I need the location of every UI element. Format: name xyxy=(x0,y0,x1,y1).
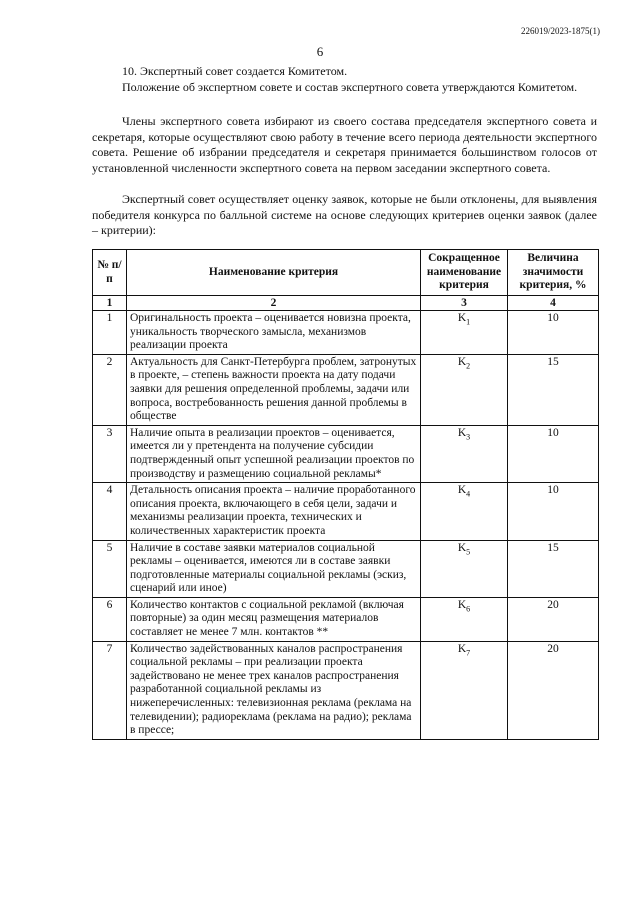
row-num: 6 xyxy=(93,597,127,641)
document-number: 226019/2023-1875(1) xyxy=(521,26,600,36)
row-abbr: $K_4$ xyxy=(421,483,508,540)
row-name: Наличие в составе заявки материалов социальной рекламы – оценивается, имеются ли в составе заявки подготовленные материалы социальной рекламы (эскиз, сценарий или иное) xyxy=(127,540,421,597)
table-header-row xyxy=(93,250,599,296)
row-abbr: $K_5$ xyxy=(421,540,508,597)
row-name: Актуальность для Санкт-Петербурга проблем, затронутых в проекте, – степень важности проекта на дату подачи заявки для решения определенной проблемы, задачи или вопроса, востребованность решения данной проблемы в обществе xyxy=(127,354,421,425)
table-row xyxy=(93,311,599,355)
paragraph-1: 10. Экспертный совет создается Комитетом. xyxy=(122,64,348,78)
row-abbr: $K_1$ xyxy=(421,311,508,355)
row-value: 10 xyxy=(508,483,599,540)
index-cell: 3 xyxy=(421,296,508,311)
row-name: Количество задействованных каналов распространения социальной рекламы – при реализации проекта задействовано не менее трех каналов распространения разработанной социальной рекламы из нижеперечисленных: телевизионная реклама (реклама на телевидении); радиореклама (реклама на радио); реклама в прессе; xyxy=(127,641,421,739)
table-row xyxy=(93,597,599,641)
row-num: 3 xyxy=(93,425,127,482)
row-abbr: $K_7$ xyxy=(421,641,508,739)
row-abbr: $K_6$ xyxy=(421,597,508,641)
row-num: 1 xyxy=(93,311,127,355)
row-name: Оригинальность проекта – оценивается новизна проекта, уникальность творческого замысла, механизмов реализации проекта xyxy=(127,311,421,355)
criteria-table xyxy=(92,249,599,740)
index-cell: 2 xyxy=(127,296,421,311)
table-row xyxy=(93,483,599,540)
row-value: 15 xyxy=(508,354,599,425)
index-cell: 1 xyxy=(93,296,127,311)
page-number: 6 xyxy=(316,44,324,59)
row-abbr: $K_3$ xyxy=(421,425,508,482)
row-name: Детальность описания проекта – наличие проработанного описания проекта, включающего в себя цели, задачи и механизмы реализации проекта, технических и количественных характеристик проекта xyxy=(127,483,421,540)
table-row xyxy=(93,540,599,597)
header-abbr: Сокращенное наименование критерия xyxy=(421,250,508,296)
row-value: 20 xyxy=(508,597,599,641)
row-abbr: $K_2$ xyxy=(421,354,508,425)
paragraph-4: Экспертный совет осуществляет оценку заявок, которые не были отклонены, для выявления победителя конкурса по балльной системе на основе следующих критериев оценки заявок (далее – критерии): xyxy=(92,192,597,237)
header-value: Величина значимости критерия, % xyxy=(508,250,599,296)
row-value: 10 xyxy=(508,311,599,355)
header-num: № п/п xyxy=(93,250,127,296)
row-value: 10 xyxy=(508,425,599,482)
row-name: Количество контактов с социальной рекламой (включая повторные) за один месяц размещения материалов составляет не менее 7 млн. контактов ** xyxy=(127,597,421,641)
row-value: 15 xyxy=(508,540,599,597)
table-row xyxy=(93,425,599,482)
row-num: 5 xyxy=(93,540,127,597)
table-index-row xyxy=(93,296,599,311)
row-value: 20 xyxy=(508,641,599,739)
header-name: Наименование критерия xyxy=(127,250,421,296)
paragraph-2: Положение об экспертном совете и состав экспертного совета утверждаются Комитетом. xyxy=(122,80,578,94)
table-row xyxy=(93,641,599,739)
table-row xyxy=(93,354,599,425)
row-num: 4 xyxy=(93,483,127,540)
index-cell: 4 xyxy=(508,296,599,311)
row-name: Наличие опыта в реализации проектов – оценивается, имеется ли у претендента на получение субсидии подтвержденный опыт успешной реализации проектов по производству и размещению социальной рекламы* xyxy=(127,425,421,482)
row-num: 2 xyxy=(93,354,127,425)
paragraph-3: Члены экспертного совета избирают из своего состава председателя экспертного совета и секретаря, которые осуществляют свою работу в течение всего периода деятельности экспертного совета. Решение об избрании председателя и секретаря принимается большинством голосов от установленной численности экспертного совета на первом заседании экспертного совета. xyxy=(92,114,597,175)
row-num: 7 xyxy=(93,641,127,739)
